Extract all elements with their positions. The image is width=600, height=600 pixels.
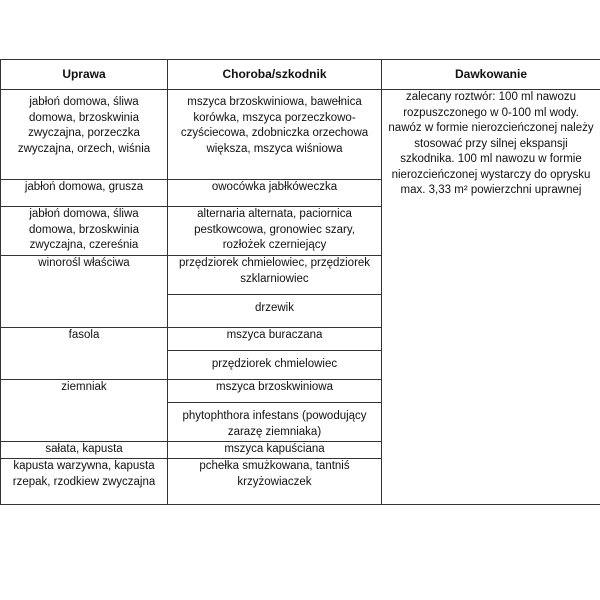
dosage-table — [0, 59, 600, 505]
crop-cell: fasola — [1, 328, 168, 380]
header-dosage: Dawkowanie — [382, 60, 600, 90]
pest-cell: phytophthora infestans (powodujący zarazę ziemniaka) — [168, 403, 382, 442]
pest-cell: przędziorek chmielowiec, przędziorek szklarniowiec — [168, 256, 382, 295]
pest-cell: przędziorek chmielowiec — [168, 351, 382, 380]
crop-cell: jabłoń domowa, śliwa domowa, brzoskwinia zwyczajna, porzeczka zwyczajna, orzech, wiśnia — [1, 90, 168, 180]
pest-cell: pchełka smużkowana, tantniś krzyżowiaczek — [168, 459, 382, 505]
table-row — [1, 90, 600, 180]
pest-cell: owocówka jabłkóweczka — [168, 180, 382, 207]
header-row — [1, 60, 600, 90]
dosage-cell: zalecany roztwór: 100 ml nawozu rozpuszczonego w 0-100 ml wody. nawóz w formie nierozcieńczonej należy stosować przy silnej ekspansji szkodnika. 100 ml nawozu w formie nierozcieńczonej wystarczy do oprysku max. 3,33 m² powierzchni uprawnej — [382, 90, 600, 505]
pest-cell: alternaria alternata, paciornica pestkowcowa, gronowiec szary, rozłożek czerniejący — [168, 207, 382, 256]
crop-cell: ziemniak — [1, 380, 168, 442]
pest-cell: mszyca kapuściana — [168, 442, 382, 459]
crop-cell: winorośl właściwa — [1, 256, 168, 328]
header-crop: Uprawa — [1, 60, 168, 90]
crop-cell: kapusta warzywna, kapusta rzepak, rzodkiew zwyczajna — [1, 459, 168, 505]
pest-cell: mszyca brzoskwiniowa, bawełnica korówka, mszyca porzeczkowo-czyściecowa, zdobniczka orzechowa większa, mszyca wiśniowa — [168, 90, 382, 180]
crop-cell: sałata, kapusta — [1, 442, 168, 459]
pest-cell: drzewik — [168, 295, 382, 328]
crop-cell: jabłoń domowa, grusza — [1, 180, 168, 207]
pest-cell: mszyca brzoskwiniowa — [168, 380, 382, 403]
crop-cell: jabłoń domowa, śliwa domowa, brzoskwinia zwyczajna, czereśnia — [1, 207, 168, 256]
pest-cell: mszyca buraczana — [168, 328, 382, 351]
header-pest: Choroba/szkodnik — [168, 60, 382, 90]
